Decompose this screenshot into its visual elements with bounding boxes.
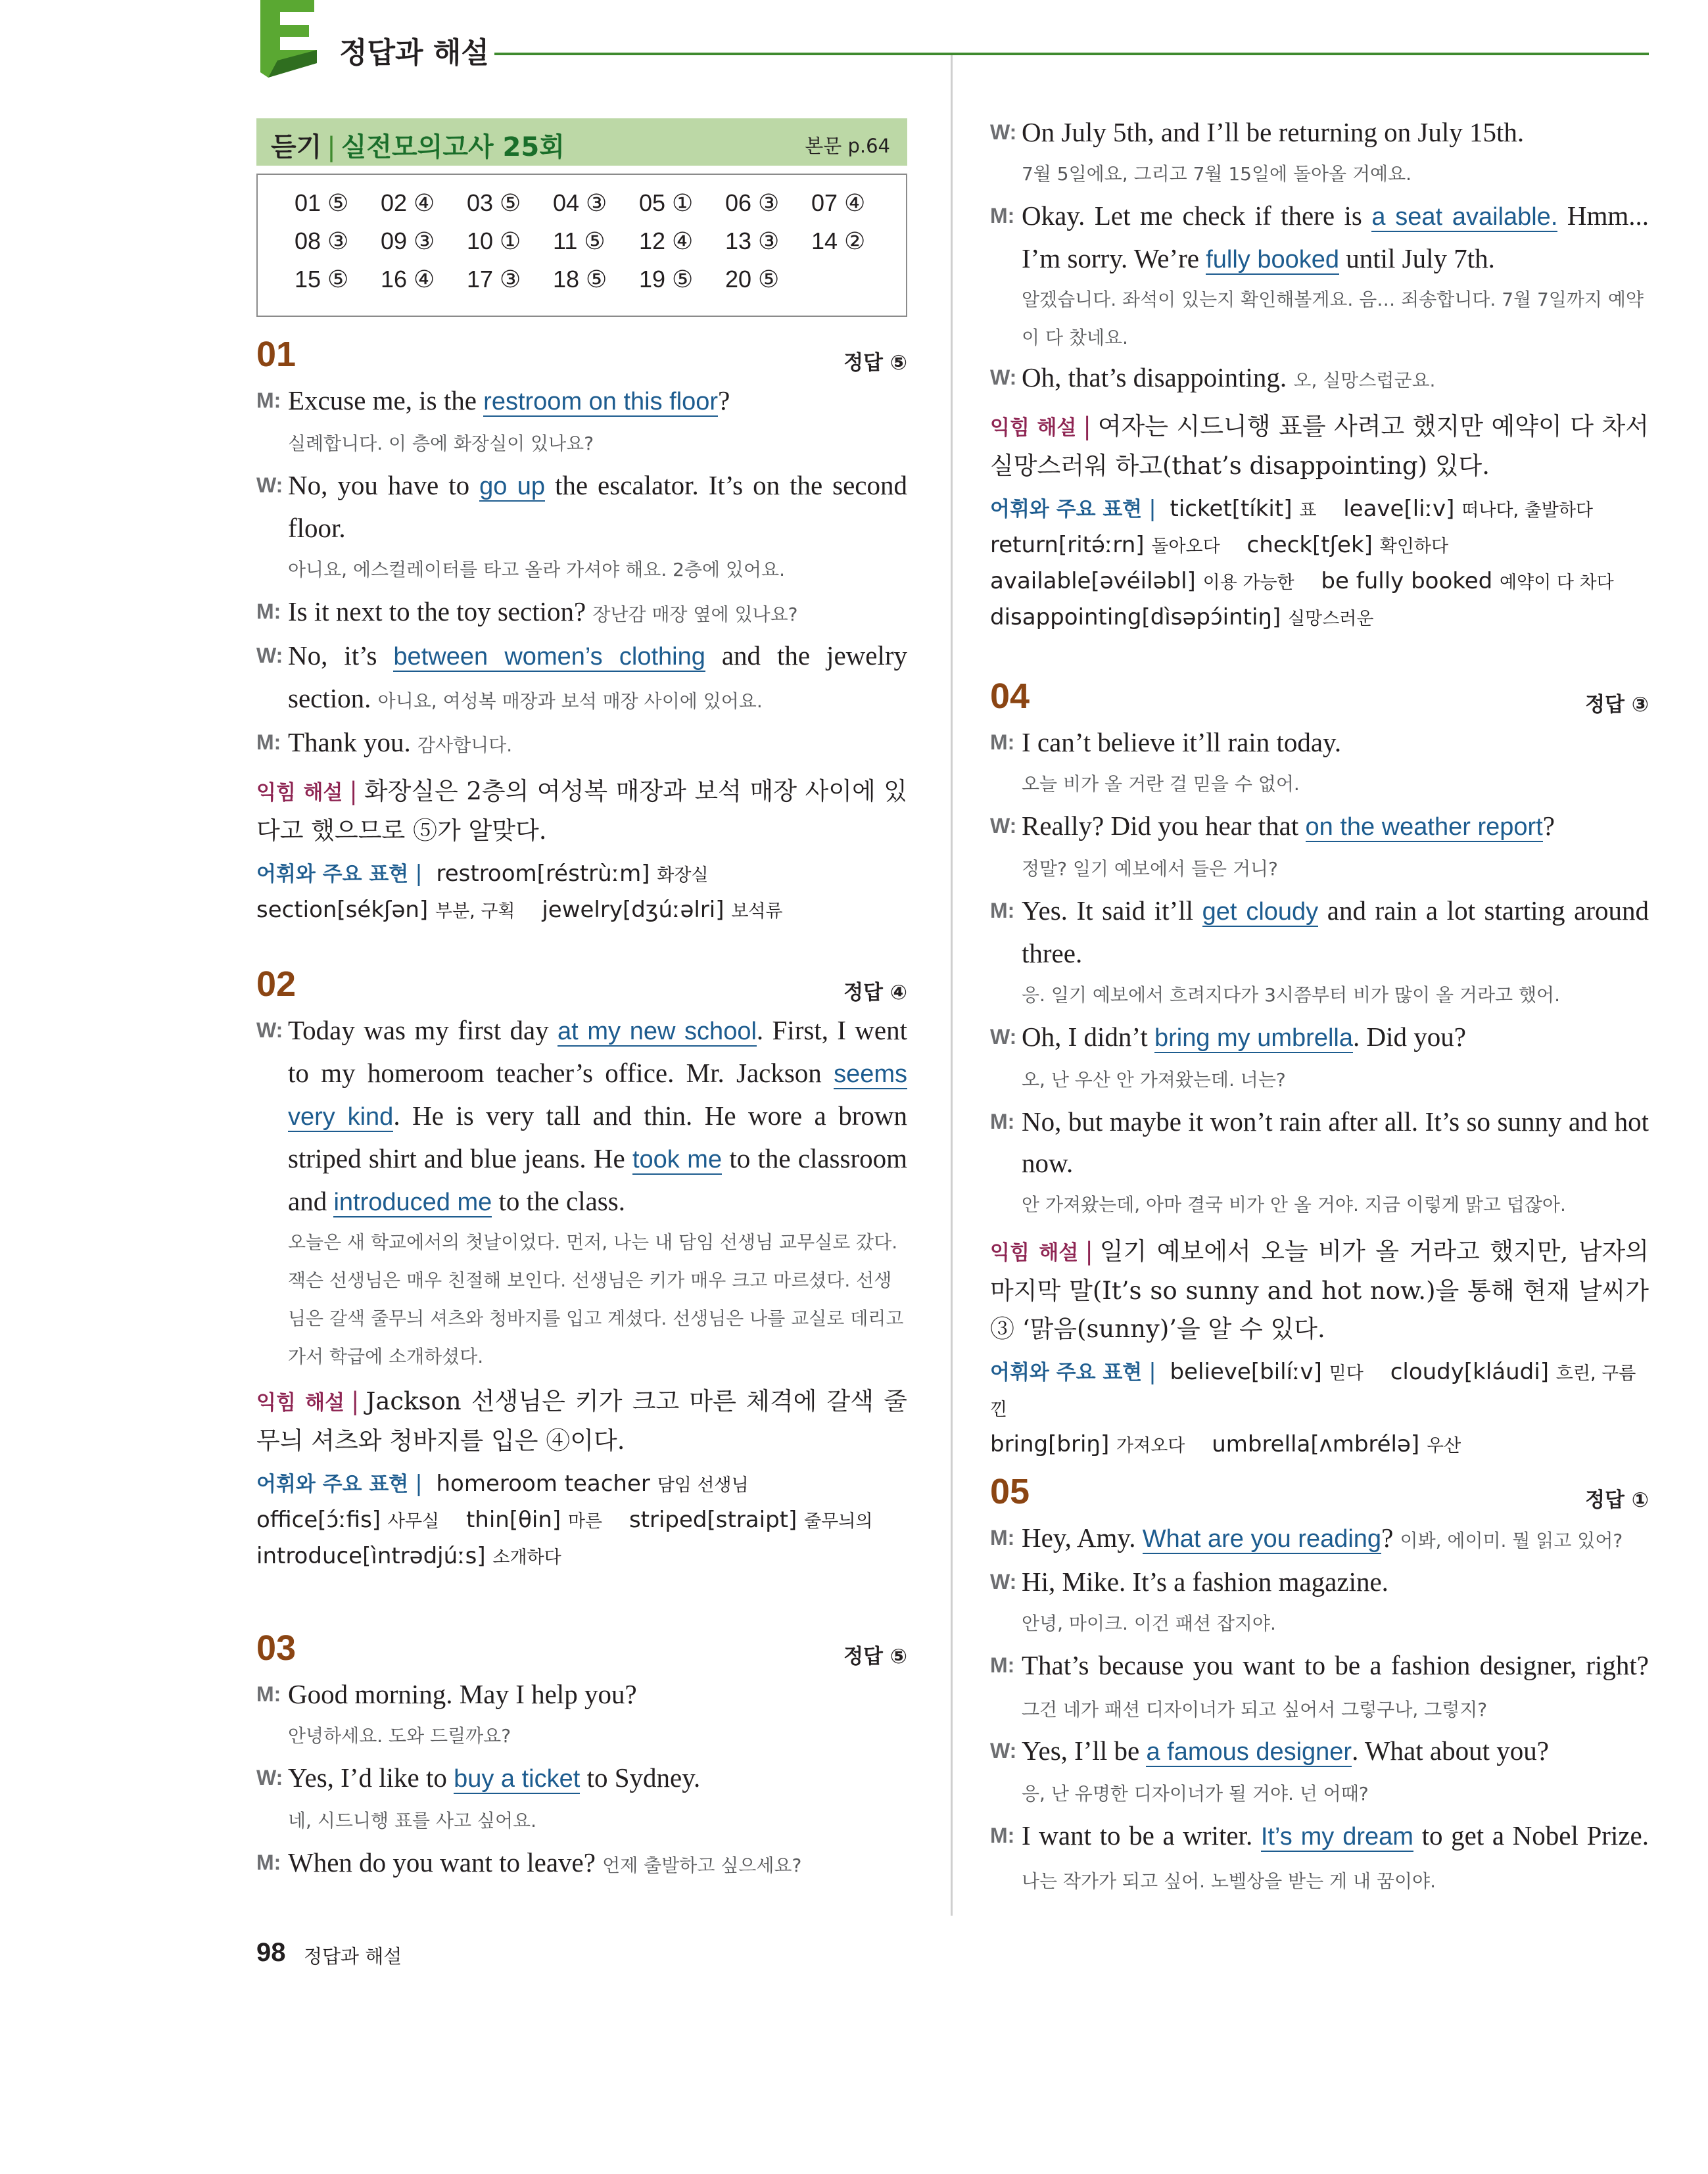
vocab-term: check[tʃek]	[1246, 532, 1373, 558]
question-number: 01	[256, 335, 297, 374]
vocab-meaning: 화장실	[657, 865, 709, 886]
dialogue-line: M: I can’t believe it’ll rain today.	[990, 722, 1649, 763]
answer-label: 정답 ④	[843, 981, 907, 1004]
answer-cell: 15 ⑤	[295, 266, 349, 293]
translation: 오늘 비가 올 거란 걸 믿을 수 없어.	[1022, 773, 1300, 795]
key-phrase: get cloudy	[1202, 898, 1319, 926]
dialogue-line: W: Today was my first day at my new school. First, I went to my homeroom teacher’s office. Mr. Jackson seems very kind. He is very tall and thin. He wore a brown striped shirt and blue jeans. He took me to the classroom and introduced me to the class.	[256, 1010, 907, 1223]
dialogue-line: M: Okay. Let me check if there is a seat available. Hmm... I’m sorry. We’re fully booked until July 7th.	[990, 195, 1649, 281]
vocab-meaning: 표	[1299, 500, 1317, 521]
answer-row	[295, 227, 897, 255]
answer-key-header	[256, 118, 907, 166]
explanation-tag: 익힘 해설	[990, 416, 1077, 440]
inline-translation: 언제 출발하고 싶으세요?	[602, 1855, 802, 1876]
vocab-term: cloudy[kláudi]	[1390, 1359, 1549, 1385]
answer-cell: 19 ⑤	[639, 266, 694, 293]
answer-cell: 05 ①	[639, 189, 694, 216]
vocab-meaning: 흐린, 구름 낀	[990, 1363, 1636, 1420]
question-03	[256, 1628, 907, 1886]
vocab-term: return[ritə́ːrn]	[990, 532, 1145, 558]
question-03-continued	[990, 112, 1649, 636]
key-phrase: at my new school	[557, 1018, 757, 1045]
key-phrase: bring my umbrella	[1154, 1024, 1353, 1052]
question-number: 02	[256, 964, 297, 1004]
answer-row	[295, 189, 897, 217]
answer-label: 정답 ①	[1585, 1488, 1649, 1512]
answer-key-box	[256, 118, 907, 317]
vocab-meaning: 가져오다	[1116, 1436, 1185, 1456]
explanation-tag: 익힘 해설	[256, 781, 343, 805]
translation: 아니요, 에스컬레이터를 타고 올라 가셔야 해요. 2층에 있어요.	[288, 559, 785, 580]
key-phrase: on the weather report	[1305, 813, 1543, 841]
vocab-meaning: 예약이 다 차다	[1500, 573, 1614, 593]
answer-cell: 08 ③	[295, 227, 349, 254]
answer-cell: 14 ②	[811, 227, 866, 254]
dialogue-line: M: Excuse me, is the restroom on this floor?	[256, 380, 907, 423]
answer-row	[295, 266, 811, 293]
vocabulary-tag: 어휘와 주요 표현	[256, 1473, 409, 1496]
dialogue-line: M: When do you want to leave? 언제 출발하고 싶으세요?	[256, 1842, 907, 1886]
question-02	[256, 964, 907, 1575]
answer-cell: 20 ⑤	[725, 266, 780, 293]
speaker-label: W:	[256, 644, 283, 667]
speaker-label: M:	[256, 1851, 281, 1874]
answer-cell: 06 ③	[725, 189, 780, 216]
speaker-label: M:	[990, 899, 1015, 922]
answer-cell: 18 ⑤	[553, 266, 607, 293]
translation: 안녕하세요. 도와 드릴까요?	[288, 1725, 511, 1747]
vocab-term: leave[liːv]	[1343, 496, 1455, 522]
dialogue-line: W: On July 5th, and I’ll be returning on July 15th.	[990, 112, 1649, 153]
dialogue-line: W: Yes, I’d like to buy a ticket to Sydney.	[256, 1757, 907, 1800]
vocabulary: 어휘와 주요 표현 | restroom[réstrùːm] 화장실 section[sékʃən] 부분, 구획 jewelry[dʒúːəlri] 보석류	[256, 861, 783, 923]
answer-cell: 11 ⑤	[553, 227, 605, 254]
speaker-label: W:	[256, 473, 283, 497]
dialogue-line: W: No, you have to go up the escalator. It’s on the second floor.	[256, 465, 907, 549]
vocabulary: 어휘와 주요 표현 | homeroom teacher 담임 선생님 office[ɔ́ːfis] 사무실 thin[θin] 마른 striped[straipt] 줄무늬의 introduce[ìntrədjúːs] 소개하다	[256, 1471, 873, 1569]
column-divider	[951, 55, 953, 1916]
inline-translation: 오, 실망스럽군요.	[1293, 369, 1436, 391]
vocabulary-tag: 어휘와 주요 표현	[256, 863, 409, 886]
explanation-tag: 익힘 해설	[256, 1391, 345, 1415]
speaker-label: W:	[990, 814, 1017, 838]
dialogue-line: M: Is it next to the toy section? 장난감 매장 옆에 있나요?	[256, 591, 907, 635]
question-number: 03	[256, 1628, 297, 1668]
vocab-term: believe[bilíːv]	[1170, 1359, 1322, 1385]
inline-translation: 아니요, 여성복 매장과 보석 매장 사이에 있어요.	[377, 690, 763, 712]
vocab-meaning: 담임 선생님	[657, 1475, 749, 1496]
answer-label: 정답 ③	[1585, 693, 1649, 717]
inline-translation: 나는 작가가 되고 싶어. 노벨상을 받는 게 내 꿈이야.	[1022, 1870, 1436, 1892]
vocabulary-tag: 어휘와 주요 표현	[990, 498, 1143, 521]
dialogue-line: M: No, but maybe it won’t rain after all. It’s so sunny and hot now.	[990, 1101, 1649, 1184]
inline-translation: 감사합니다.	[417, 734, 513, 756]
translation: 응. 일기 예보에서 흐려지다가 3시쯤부터 비가 많이 올 거라고 했어.	[1022, 984, 1560, 1006]
vocab-term: jewelry[dʒúːəlri]	[542, 897, 724, 923]
dialogue-line: W: Oh, I didn’t bring my umbrella. Did you?	[990, 1016, 1649, 1059]
key-phrase: buy a ticket	[454, 1765, 581, 1793]
question-04	[990, 676, 1649, 1463]
inline-translation: 장난감 매장 옆에 있나요?	[592, 603, 798, 625]
speaker-label: W:	[990, 1025, 1017, 1049]
vocab-meaning: 돌아오다	[1151, 536, 1220, 557]
answer-cell: 01 ⑤	[295, 189, 349, 216]
footer-label: 정답과 해설	[304, 1945, 402, 1968]
dialogue-line: W: Yes, I’ll be a famous designer. What about you?	[990, 1730, 1649, 1773]
vocab-term: be fully booked	[1321, 568, 1493, 594]
translation: 안녕, 마이크. 이건 패션 잡지야.	[1022, 1613, 1276, 1634]
vocabulary: 어휘와 주요 표현 | believe[bilíːv] 믿다 cloudy[kláudi] 흐린, 구름 낀 bring[briŋ] 가져오다 umbrella[ʌmbrélə] 우산	[990, 1359, 1636, 1457]
vocab-meaning: 이용 가능한	[1202, 573, 1294, 593]
speaker-label: M:	[256, 600, 281, 623]
dialogue-line: W: Oh, that’s disappointing. 오, 실망스럽군요.	[990, 357, 1649, 401]
vocab-meaning: 부분, 구획	[435, 901, 515, 922]
answer-key-test-name: 실전모의고사 25회	[341, 132, 565, 162]
translation: 응, 난 유명한 디자이너가 될 거야. 넌 어때?	[1022, 1783, 1369, 1805]
answer-label: 정답 ⑤	[843, 351, 907, 375]
answer-cell: 09 ③	[381, 227, 435, 254]
key-phrase: took me	[632, 1146, 723, 1173]
dialogue-line: W: No, it’s between women’s clothing and the jewelry section. 아니요, 여성복 매장과 보석 매장 사이에 있어요.	[256, 635, 907, 722]
vocab-term: disappointing[dìsəpɔ́intiŋ]	[990, 604, 1281, 630]
dialogue-line: W: Hi, Mike. It’s a fashion magazine.	[990, 1561, 1649, 1603]
translation: 정말? 일기 예보에서 들은 거니?	[1022, 858, 1278, 880]
key-phrase: seems very kind	[288, 1060, 907, 1131]
vocab-meaning: 보석류	[731, 901, 783, 922]
dialogue-line: M: Good morning. May I help you?	[256, 1674, 907, 1715]
answer-cell: 07 ④	[811, 189, 866, 216]
vocabulary: 어휘와 주요 표현 | ticket[tíkit] 표 leave[liːv] 떠나다, 출발하다 return[ritə́ːrn] 돌아오다 check[tʃek] 확인하다 available[əvéiləbl] 이용 가능한 be fully booked 예약이 다 차다 disappointing[dìsəpɔ́intiŋ] 실망스러운	[990, 496, 1614, 630]
dialogue-line: M: Hey, Amy. What are you reading? 이봐, 에이미. 뭘 읽고 있어?	[990, 1517, 1649, 1561]
speaker-label: M:	[256, 1682, 281, 1706]
key-phrase: a famous designer	[1146, 1738, 1352, 1766]
speaker-label: M:	[990, 204, 1015, 227]
question-05	[990, 1471, 1649, 1902]
speaker-label: M:	[256, 389, 281, 412]
answer-cell: 12 ④	[639, 227, 694, 254]
key-phrase: introduced me	[333, 1189, 492, 1216]
header-rule	[494, 53, 1649, 55]
explanation: 익힘 해설 | Jackson 선생님은 키가 크고 마른 체격에 갈색 줄무늬 셔츠와 청바지를 입은 ④이다.	[256, 1387, 907, 1455]
speaker-label: W:	[990, 120, 1017, 144]
speaker-label: M:	[990, 1824, 1015, 1847]
answer-label: 정답 ⑤	[843, 1645, 907, 1668]
answer-cell: 17 ③	[467, 266, 521, 293]
vocab-meaning: 마른	[567, 1511, 603, 1532]
vocab-term: introduce[ìntrədjúːs]	[256, 1543, 486, 1569]
speaker-label: M:	[990, 1653, 1015, 1677]
answer-key-grid	[256, 174, 907, 317]
speaker-label: W:	[990, 1739, 1017, 1762]
speaker-label: M:	[990, 1526, 1015, 1549]
vocab-meaning: 사무실	[387, 1511, 440, 1532]
answer-cell: 16 ④	[381, 266, 435, 293]
vocab-term: thin[θin]	[465, 1507, 561, 1533]
vocab-term: ticket[tíkit]	[1170, 496, 1293, 522]
vocab-meaning: 떠나다, 출발하다	[1461, 500, 1594, 521]
answer-cell: 13 ③	[725, 227, 780, 254]
question-01	[256, 334, 907, 929]
translation: 알겠습니다. 좌석이 있는지 확인해볼게요. 음… 죄송합니다. 7월 7일까지 예약이 다 찼네요.	[1022, 289, 1644, 348]
explanation-tag: 익힘 해설	[990, 1241, 1079, 1265]
vocab-term: umbrella[ʌmbrélə]	[1212, 1431, 1420, 1457]
key-phrase: restroom on this floor	[483, 388, 719, 415]
key-phrase: a seat available.	[1371, 203, 1558, 231]
speaker-label: M:	[990, 1110, 1015, 1133]
speaker-label: W:	[990, 366, 1017, 389]
question-number: 04	[990, 676, 1030, 716]
translation: 네, 시드니행 표를 사고 싶어요.	[288, 1810, 536, 1831]
question-number: 05	[990, 1472, 1030, 1511]
dialogue-line: M: Yes. It said it’ll get cloudy and rain a lot starting around three.	[990, 890, 1649, 974]
speaker-label: M:	[256, 730, 281, 754]
answer-cell: 03 ⑤	[467, 189, 521, 216]
speaker-label: W:	[256, 1018, 283, 1042]
key-phrase: What are you reading	[1142, 1525, 1382, 1553]
key-phrase: fully booked	[1206, 246, 1339, 273]
vocab-term: homeroom teacher	[436, 1471, 650, 1497]
answer-cell: 10 ①	[467, 227, 521, 254]
translation: 안 가져왔는데, 아마 결국 비가 안 올 거야. 지금 이렇게 맑고 덥잖아.	[1022, 1194, 1566, 1216]
vocab-term: striped[straipt]	[629, 1507, 797, 1533]
answer-key-page-ref: 본문 p.64	[805, 135, 890, 157]
dialogue-line: M: Thank you. 감사합니다.	[256, 722, 907, 766]
vocab-term: available[əvéiləbl]	[990, 568, 1196, 594]
vocab-term: office[ɔ́ːfis]	[256, 1507, 381, 1533]
vocab-meaning: 우산	[1427, 1436, 1461, 1456]
explanation: 익힘 해설 | 화장실은 2층의 여성복 매장과 보석 매장 사이에 있다고 했으므로 ⑤가 알맞다.	[256, 777, 907, 845]
translation: 실례합니다. 이 층에 화장실이 있나요?	[288, 433, 594, 454]
section-title: 정답과 해설	[339, 36, 489, 70]
vocab-term: section[sékʃən]	[256, 897, 429, 923]
key-phrase: It’s my dream	[1260, 1823, 1413, 1851]
dialogue-line: M: That’s because you want to be a fashion designer, right? 그건 네가 패션 디자이너가 되고 싶어서 그렇구나, 그렇지?	[990, 1645, 1649, 1730]
speaker-label: W:	[990, 1570, 1017, 1594]
key-phrase: between women’s clothing	[393, 643, 705, 671]
vocab-meaning: 믿다	[1329, 1363, 1364, 1384]
vocabulary-tag: 어휘와 주요 표현	[990, 1361, 1143, 1384]
speaker-label: W:	[256, 1766, 283, 1789]
answer-cell: 04 ③	[553, 189, 607, 216]
vocab-term: bring[briŋ]	[990, 1431, 1110, 1457]
speaker-label: M:	[990, 730, 1015, 754]
vocab-term: restroom[réstrùːm]	[436, 861, 650, 887]
dialogue-line: W: Really? Did you hear that on the weather report?	[990, 805, 1649, 848]
dialogue-line: M: I want to be a writer. It’s my dream to get a Nobel Prize. 나는 작가가 되고 싶어. 노벨상을 받는 게 내 꿈이야.	[990, 1815, 1649, 1902]
green-e-tab-icon	[249, 0, 326, 78]
vocab-meaning: 소개하다	[492, 1548, 561, 1568]
vocab-meaning: 실망스러운	[1288, 609, 1374, 629]
answer-key-category: 듣기	[271, 132, 322, 162]
translation: 7월 5일에요, 그리고 7월 15일에 돌아올 거예요.	[1022, 163, 1412, 185]
key-phrase: go up	[479, 473, 545, 500]
explanation: 익힘 해설 | 일기 예보에서 오늘 비가 올 거라고 했지만, 남자의 마지막 말(It’s so sunny and hot now.)을 통해 현재 날씨가 ③ ‘맑음(sunny)’을 알 수 있다.	[990, 1237, 1649, 1343]
translation: 오늘은 새 학교에서의 첫날이었다. 먼저, 나는 내 담임 선생님 교무실로 갔다. 잭슨 선생님은 매우 친절해 보인다. 선생님은 키가 매우 크고 마르셨다. 선생님은 갈색 줄무늬 셔츠와 청바지를 입고 계셨다. 선생님은 나를 교실로 데리고 가서 학급에 소개하셨다.	[288, 1231, 904, 1367]
inline-translation: 이봐, 에이미. 뭘 읽고 있어?	[1400, 1530, 1623, 1551]
translation: 오, 난 우산 안 가져왔는데. 너는?	[1022, 1069, 1286, 1091]
vocab-meaning: 줄무늬의	[804, 1511, 873, 1532]
answer-cell: 02 ④	[381, 189, 435, 216]
page-number: 98	[256, 1938, 286, 1967]
explanation: 익힘 해설 | 여자는 시드니행 표를 사려고 했지만 예약이 다 차서 실망스러워 하고(that’s disappointing) 있다.	[990, 412, 1649, 480]
divider: |	[327, 132, 336, 162]
inline-translation: 그건 네가 패션 디자이너가 되고 싶어서 그렇구나, 그렇지?	[1022, 1699, 1488, 1720]
vocab-meaning: 확인하다	[1379, 536, 1449, 557]
